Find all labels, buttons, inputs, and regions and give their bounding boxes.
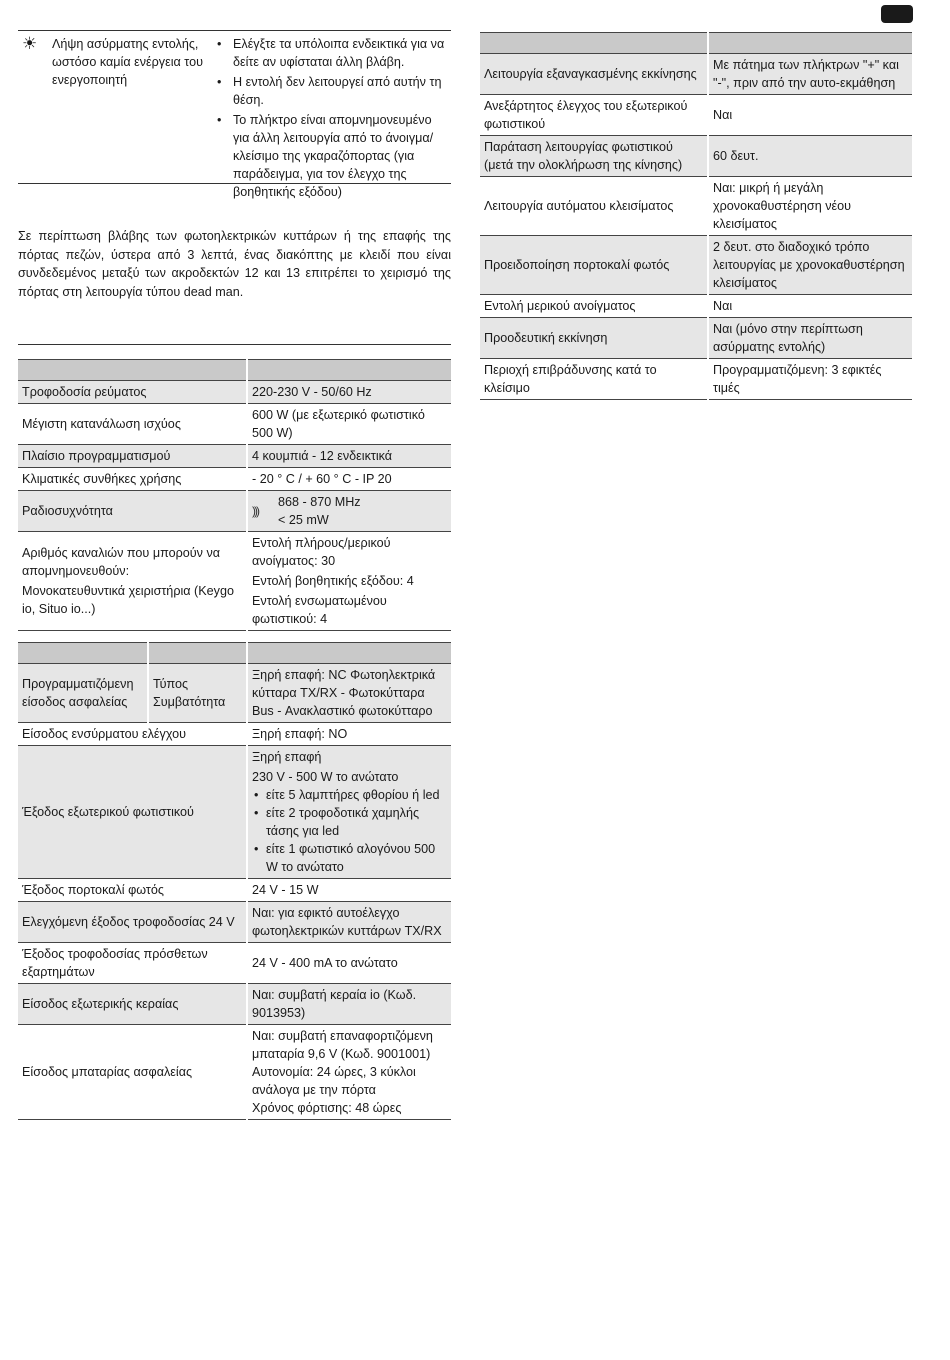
right-column [480, 32, 912, 400]
table-row [480, 54, 912, 95]
table-row [18, 532, 451, 631]
row-label: Είσοδος μπαταρίας ασφαλείας [18, 1025, 247, 1120]
radio-frequency: 868 - 870 MHz [278, 495, 361, 509]
troubleshooting-row [18, 30, 451, 199]
channels-value: Εντολή βοηθητικής εξόδου: 4 [252, 574, 414, 588]
row-label: Παράταση λειτουργίας φωτιστικού (μετά την ολοκλήρωση της κίνησης) [480, 136, 708, 177]
table-row [18, 664, 451, 723]
row-value: Προγραμματιζόμενη: 3 εφικτές τιμές [708, 359, 912, 400]
table-row [18, 723, 451, 746]
table-row [480, 177, 912, 236]
row-value: Ναι [708, 95, 912, 136]
row-label: Έξοδος εξωτερικού φωτιστικού [18, 746, 247, 879]
row-label: Εντολή μερικού ανοίγματος [480, 295, 708, 318]
row-value: Με πάτημα των πλήκτρων "+" και "-", πριν από την αυτο-εκμάθηση [708, 54, 912, 95]
sun-icon: ☀ [22, 34, 38, 53]
table-header [18, 643, 451, 664]
row-label: Προγραμματιζόμενη είσοδος ασφαλείας [18, 664, 148, 723]
list-item: • είτε 2 τροφοδοτικά χαμηλής τάσης για led [252, 804, 447, 840]
channels-value: Εντολή ενσωματωμένου φωτιστικού: 4 [252, 594, 387, 626]
battery-value: Χρόνος φόρτισης: 48 ώρες [252, 1101, 402, 1115]
row-label: Τροφοδοσία ρεύματος [18, 381, 247, 404]
channels-value: Εντολή πλήρους/μερικού ανοίγματος: 30 [252, 536, 391, 568]
functions-table [480, 32, 912, 400]
section-divider [18, 344, 451, 345]
row-value: 60 δευτ. [708, 136, 912, 177]
table-header [18, 360, 451, 381]
general-specs-table [18, 359, 451, 631]
list-item: • είτε 5 λαμπτήρες φθορίου ή led [252, 786, 447, 804]
row-label: Μέγιστη κατανάλωση ισχύος [18, 404, 247, 445]
row-label: Είσοδος ενσύρματου ελέγχου [18, 723, 247, 746]
table-row [18, 445, 451, 468]
row-value [247, 1025, 451, 1120]
radio-waves-icon: ))) [252, 504, 258, 518]
row-value [247, 532, 451, 631]
row-value: Ναι: συμβατή κεραία io (Κωδ. 9013953) [247, 984, 451, 1025]
table-row [480, 236, 912, 295]
table-row [18, 943, 451, 984]
row-value: 600 W (με εξωτερικό φωτιστικό 500 W) [247, 404, 451, 445]
row-value: Ναι [708, 295, 912, 318]
light-options [252, 786, 447, 876]
row-label: Έξοδος πορτοκαλί φωτός [18, 879, 247, 902]
row-label: Λειτουργία εξαναγκασμένης εκκίνησης [480, 54, 708, 95]
row-label: Είσοδος εξωτερικής κεραίας [18, 984, 247, 1025]
row-value: Ναι: μικρή ή μεγάλη χρονοκαθυστέρηση νέου κλεισίματος [708, 177, 912, 236]
table-row [18, 746, 451, 879]
row-value: 24 V - 400 mA το ανώτατο [247, 943, 451, 984]
table-row [480, 295, 912, 318]
left-column [18, 30, 451, 1120]
row-value [247, 491, 451, 532]
row-value: 4 κουμπιά - 12 ενδεικτικά [247, 445, 451, 468]
row-label: Κλιματικές συνθήκες χρήσης [18, 468, 247, 491]
table-row [18, 381, 451, 404]
row-value: 2 δευτ. στο διαδοχικό τρόπο λειτουργίας με χρονοκαθυστέρηση κλεισίματος [708, 236, 912, 295]
connections-table [18, 642, 451, 1120]
list-item: • είτε 1 φωτιστικό αλογόνου 500 W το ανώτατο [252, 840, 447, 876]
table-row [480, 95, 912, 136]
row-label: Λειτουργία αυτόματου κλεισίματος [480, 177, 708, 236]
table-row [480, 136, 912, 177]
row-label: Έξοδος τροφοδοσίας πρόσθετων εξαρτημάτων [18, 943, 247, 984]
row-value [247, 746, 451, 879]
row-value: 220-230 V - 50/60 Hz [247, 381, 451, 404]
table-row [18, 984, 451, 1025]
row-sublabel: Τύπος Συμβατότητα [148, 664, 247, 723]
table-row [18, 902, 451, 943]
row-label: Πλαίσιο προγραμματισμού [18, 445, 247, 468]
page-badge [881, 5, 913, 23]
row-label: Ελεγχόμενη έξοδος τροφοδοσίας 24 V [18, 902, 247, 943]
row-label: Ανεξάρτητος έλεγχος του εξωτερικού φωτιστικού [480, 95, 708, 136]
row-value: Ναι: για εφικτό αυτοέλεγχο φωτοηλεκτρικών κυττάρων TX/RX [247, 902, 451, 943]
battery-value: Αυτονομία: 24 ώρες, 3 κύκλοι ανάλογα με την πόρτα [252, 1065, 416, 1097]
table-row [480, 359, 912, 400]
table-row [18, 404, 451, 445]
channels-label: Αριθμός καναλιών που μπορούν να απομνημονευθούν: [22, 546, 221, 578]
solution-item: • Το πλήκτρο είναι απομνημονευμένο για άλλη λειτουργία από το άνοιγμα/ κλείσιμο της γκαραζόπορτας (για παράδειγμα, για τον έλεγχο της βοηθητικής εξόδου) [216, 111, 451, 201]
table-row [18, 879, 451, 902]
light-value: 230 V - 500 W το ανώτατο [252, 770, 399, 784]
trouble-cause: Λήψη ασύρματης εντολής, ωστόσο καμία ενέργεια του ενεργοποιητή [52, 37, 203, 87]
row-label [18, 532, 247, 631]
trouble-solutions [212, 35, 451, 199]
row-label: Ραδιοσυχνότητα [18, 491, 247, 532]
row-value: - 20 ° C / + 60 ° C - IP 20 [247, 468, 451, 491]
dead-man-paragraph: Σε περίπτωση βλάβης των φωτοηλεκτρικών κυττάρων ή της επαφής της πόρτας πεζών, ύστερα από 3 λεπτά, ένας διακόπτης με κλειδί που είναι συνδεδεμένος μεταξύ των ακροδεκτών 12 και 13 επιτρέπει το χειρισμό της πόρτας στη λειτουργία τύπου dead man. [18, 229, 451, 299]
radio-power: < 25 mW [278, 513, 329, 527]
table-row [18, 1025, 451, 1120]
row-value: 24 V - 15 W [247, 879, 451, 902]
channels-sublabel: Μονοκατευθυντικά χειριστήρια (Keygo io, Situo io...) [22, 584, 234, 616]
table-row [18, 468, 451, 491]
row-value: Ξηρή επαφή: NO [247, 723, 451, 746]
table-row [18, 491, 451, 532]
row-value: Ξηρή επαφή: NC Φωτοηλεκτρικά κύτταρα TX/RX - Φωτοκύτταρα Bus - Ανακλαστικό φωτοκύτταρο [247, 664, 451, 723]
battery-value: Ναι: συμβατή επαναφορτιζόμενη μπαταρία 9,6 V (Κωδ. 9001001) [252, 1029, 433, 1061]
light-value: Ξηρή επαφή [252, 750, 322, 764]
table-header [480, 33, 912, 54]
table-row [480, 318, 912, 359]
row-value: Ναι (μόνο στην περίπτωση ασύρματης εντολής) [708, 318, 912, 359]
row-label: Περιοχή επιβράδυνσης κατά το κλείσιμο [480, 359, 708, 400]
row-label: Προειδοποίηση πορτοκαλί φωτός [480, 236, 708, 295]
solution-item: • Ελέγξτε τα υπόλοιπα ενδεικτικά για να δείτε αν υφίσταται άλλη βλάβη. [216, 35, 451, 71]
row-label: Προοδευτική εκκίνηση [480, 318, 708, 359]
solution-item: • Η εντολή δεν λειτουργεί από αυτήν τη θέση. [216, 73, 451, 109]
